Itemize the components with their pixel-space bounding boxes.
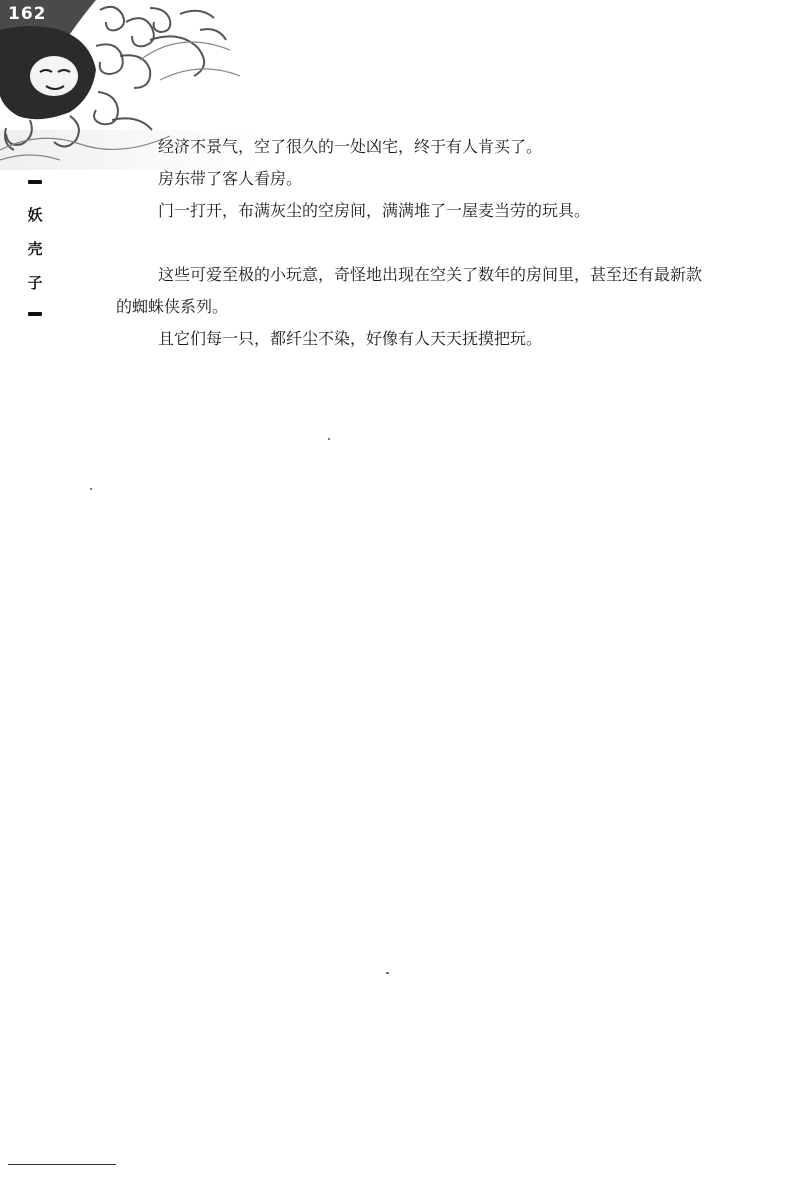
paragraph: 且它们每一只，都纤尘不染，好像有人天天抚摸把玩。 bbox=[158, 329, 543, 348]
title-char: 妖 bbox=[27, 206, 43, 224]
footer-rule bbox=[8, 1164, 116, 1165]
body-text bbox=[116, 131, 716, 355]
title-char: 子 bbox=[27, 274, 43, 292]
title-bracket-bottom bbox=[28, 312, 42, 316]
page-number: 162 bbox=[8, 4, 47, 24]
side-book-title bbox=[24, 180, 46, 316]
title-char: 壳 bbox=[27, 240, 43, 258]
paragraph: 这些可爱至极的小玩意，奇怪地出现在空关了数年的房间里，甚至还有最新款的蜘蛛侠系列。 bbox=[116, 265, 703, 316]
ink-speck bbox=[90, 488, 92, 490]
paragraph: 房东带了客人看房。 bbox=[158, 169, 303, 188]
paragraph: 经济不景气，空了很久的一处凶宅，终于有人肯买了。 bbox=[158, 137, 543, 156]
ink-speck bbox=[328, 438, 330, 440]
ink-speck bbox=[386, 972, 389, 974]
title-bracket-top bbox=[28, 180, 42, 184]
paragraph: 门一打开，布满灰尘的空房间，满满堆了一屋麦当劳的玩具。 bbox=[158, 201, 591, 220]
